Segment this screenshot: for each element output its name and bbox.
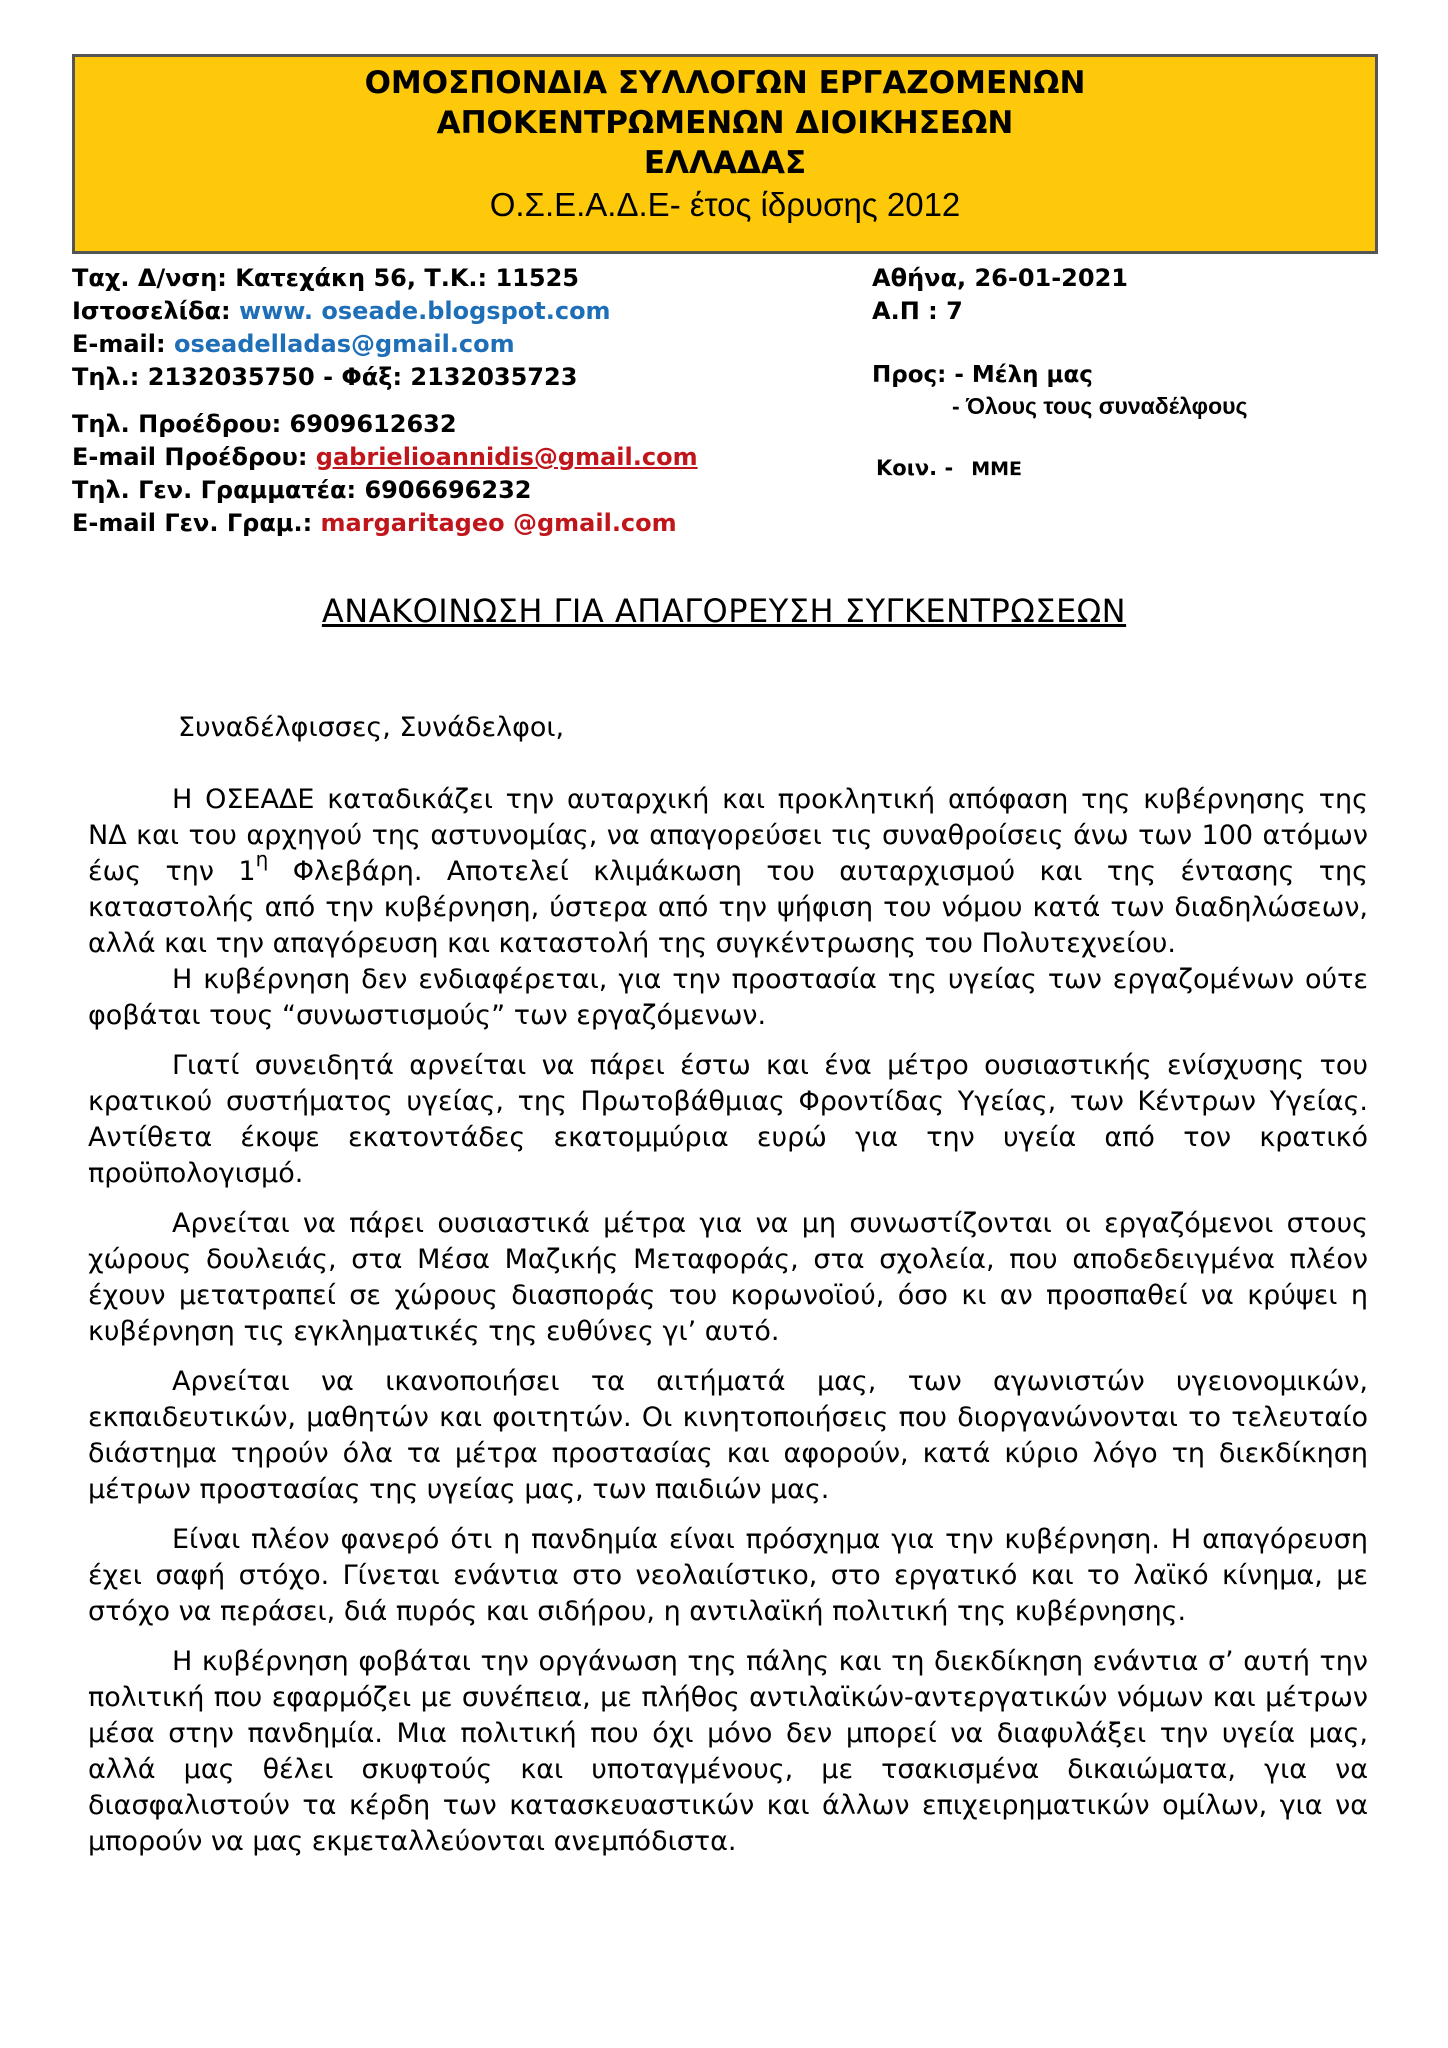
paragraph-1: Η ΟΣΕΑΔΕ καταδικάζει την αυταρχική και προκλητική απόφαση της κυβέρνησης της ΝΔ και του αρχηγού της αστυνομίας, να απαγορεύσει τις συναθροίσεις άνω των 100 ατόμων έως την $1^\eta$ Φλεβάρη. Αποτελεί κλιμάκωση του αυταρχισμού και της έντασης της καταστολής από την κυβέρνηση, ύστερα από την ψήφιση του νόμου κατά των διαδηλώσεων, αλλά και την απαγόρευση και καταστολή της συγκέντρωσης του Πολυτεχνείου.: [88, 784, 1369, 959]
secretary-email-row: [72, 507, 698, 540]
president-phone: Τηλ. Προέδρου: 6909612632: [72, 410, 457, 438]
cc-value: ΜΜΕ: [971, 458, 1022, 480]
document-date: Αθήνα, 26-01-2021: [872, 264, 1128, 292]
paragraph-6: Είναι πλέον φανερό ότι η πανδημία είναι πρόσχημα για την κυβέρνηση. Η απαγόρευση έχει σαφή στόχο. Γίνεται ενάντια στο νεολαιίστικο, στο εργατικό και το λαϊκό κίνημα, με στόχο να περάσει, διά πυρός και σιδήρου, η αντιλαϊκή πολιτική της κυβέρνησης.: [88, 1524, 1368, 1627]
org-name-line-3: ΕΛΛΑΔΑΣ: [643, 145, 807, 181]
recipient-colleagues: - Όλους τους συναδέλφους: [952, 393, 1248, 419]
letterhead-banner: [72, 54, 1378, 254]
president-email-row: [72, 441, 698, 474]
protocol-number: Α.Π : 7: [872, 297, 963, 325]
phone-fax: Τηλ.: 2132035750 - Φάξ: 2132035723: [72, 363, 578, 391]
paragraph-5: Αρνείται να ικανοποιήσει τα αιτήματά μας, των αγωνιστών υγειονομικών, εκπαιδευτικών, μαθητών και φοιτητών. Οι κινητοποιήσεις που διοργανώνονται το τελευταίο διάστημα τηρούν όλα τα μέτρα προστασίας και αφορούν, κατά κύριο λόγο τη διεκδίκηση μέτρων προστασίας της υγείας μας, των παιδιών μας.: [88, 1366, 1368, 1505]
cc-label: Κοιν. -: [876, 456, 954, 480]
recipient-members: Προς: - Μέλη μας: [872, 362, 1093, 388]
secretary-phone: Τηλ. Γεν. Γραμματέα: 6906696232: [72, 476, 532, 504]
contact-block: [72, 262, 698, 540]
org-name-line-2: ΑΠΟΚΕΝΤΡΩΜΕΝΩΝ ΔΙΟΙΚΗΣΕΩΝ: [436, 105, 1014, 141]
paragraph-2: Η κυβέρνηση δεν ενδιαφέρεται, για την προστασία της υγείας των εργαζομένων ούτε φοβάται τους “συνωστισμούς” των εργαζόμενων.: [88, 964, 1368, 1031]
org-name-line-1: ΟΜΟΣΠΟΝΔΙΑ ΣΥΛΛΟΓΩΝ ΕΡΓΑΖΟΜΕΝΩΝ: [364, 65, 1086, 101]
secretary-email-link[interactable]: margaritageo @gmail.com: [320, 509, 677, 537]
ordinal-superscript: η: [255, 847, 269, 871]
secretary-email-label: E-mail Γεν. Γραμ.:: [72, 509, 321, 537]
paragraph-3: Γιατί συνειδητά αρνείται να πάρει έστω και ένα μέτρο ουσιαστικής ενίσχυσης του κρατικού συστήματος υγείας, της Πρωτοβάθμιας Φροντίδας Υγείας, των Κέντρων Υγείας. Αντίθετα έκοψε εκατοντάδες εκατομμύρια ευρώ για την υγεία από τον κρατικό προϋπολογισμό.: [88, 1050, 1368, 1189]
paragraph-7: Η κυβέρνηση φοβάται την οργάνωση της πάλης και τη διεκδίκηση ενάντια σ’ αυτή την πολιτική που εφαρμόζει με συνέπεια, με πλήθος αντιλαϊκών-αντεργατικών νόμων και μέτρων μέσα στην πανδημία. Μια πολιτική που όχι μόνο δεν μπορεί να διαφυλάξει την υγεία μας, αλλά μας θέλει σκυφτούς και υποταγμένους, με τσακισμένα δικαιώματα, για να διασφαλιστούν τα κέρδη των κατασκευαστικών και άλλων επιχειρηματικών ομίλων, για να μπορούν να μας εκμεταλλεύονται ανεμπόδιστα.: [88, 1646, 1368, 1857]
document-meta: [872, 262, 1128, 328]
email-link[interactable]: oseadelladas@gmail.com: [173, 330, 515, 358]
announcement-body: [88, 710, 1368, 1874]
president-email-label: E-mail Προέδρου:: [72, 443, 316, 471]
president-email-link[interactable]: gabrielioannidis@gmail.com: [315, 443, 698, 471]
paragraph-4: Αρνείται να πάρει ουσιαστικά μέτρα για να μη συνωστίζονται οι εργαζόμενοι στους χώρους δουλειάς, στα Μέσα Μαζικής Μεταφοράς, στα σχολεία, που αποδεδειγμένα πλέον έχουν μετατραπεί σε χώρους διασποράς του κορωνοϊού, όσο κι αν προσπαθεί να κρύψει η κυβέρνηση τις εγκληματικές της ευθύνες γι’ αυτό.: [88, 1208, 1368, 1347]
website-link[interactable]: www. oseade.blogspot.com: [238, 297, 611, 325]
announcement-title: ΑΝΑΚΟΙΝΩΣΗ ΓΙΑ ΑΠΑΓΟΡΕΥΣΗ ΣΥΓΚΕΝΤΡΩΣΕΩΝ: [321, 592, 1127, 630]
website-label: Ιστοσελίδα:: [72, 297, 239, 325]
address: Ταχ. Δ/νση: Κατεχάκη 56, Τ.Κ.: 11525: [72, 264, 579, 292]
org-subtitle: Ο.Σ.Ε.Α.Δ.Ε- έτος ίδρυσης 2012: [489, 186, 961, 223]
email-row: [72, 328, 698, 361]
cc-recipients: [876, 456, 1022, 480]
email-label: E-mail:: [72, 330, 174, 358]
salutation: Συναδέλφισσες, Συνάδελφοι,: [178, 712, 565, 743]
recipients: [872, 360, 1247, 422]
website-row: [72, 295, 698, 328]
